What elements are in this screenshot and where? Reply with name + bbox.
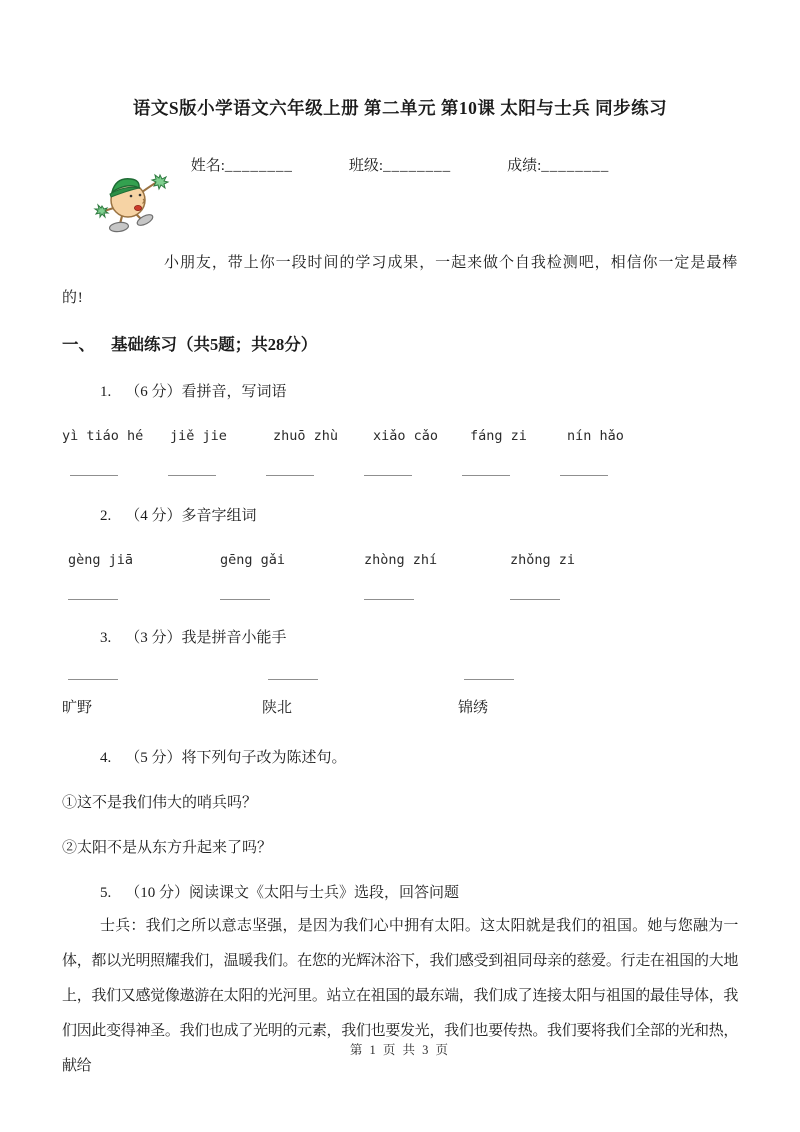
- reading-passage: 士兵：我们之所以意志坚强，是因为我们心中拥有太阳。这太阳就是我们的祖国。她与您融为一体，都以光明照耀我们，温暖我们。在您的光辉沐浴下，我们感受到祖同母亲的慈爱。行走在祖国的大地上，我们又感觉像遨游在太阳的光河里。站立在祖国的最东端，我们成了连接太阳与祖国的最佳导体，我们因此变得神圣。我们也成了光明的元素，我们也要发光，我们也要传热。我们要将我们全部的光和热，献给: [62, 918, 738, 1074]
- answer-blank: [70, 460, 118, 476]
- question-5-number: 5.: [100, 885, 112, 901]
- intro-text: 小朋友，带上你一段时间的学习成果，一起来做个自我检测吧，相信你一定是最棒的!: [62, 255, 738, 306]
- question-5: [100, 883, 738, 903]
- question-4-number: 4.: [100, 750, 112, 766]
- pinyin-item: gēng gǎi: [220, 552, 286, 568]
- question-4-sentence-1: ①这不是我们伟大的哨兵吗？: [62, 795, 258, 811]
- section-heading: [62, 332, 738, 358]
- answer-blank: [68, 664, 118, 680]
- word-item: 锦绣: [458, 700, 489, 716]
- question-4-text: （5 分）将下列句子改为陈述句。: [125, 750, 347, 766]
- pinyin-item: zhòng zhí: [364, 552, 438, 568]
- answer-blank: [364, 584, 414, 600]
- walking-boy-cartoon-illustration: [90, 168, 182, 236]
- document-title: 语文S版小学语文六年级上册 第二单元 第10课 太阳与士兵 同步练习: [132, 98, 668, 118]
- question-2: [100, 506, 738, 526]
- answer-blank: [168, 460, 216, 476]
- pinyin-item: yì tiáo hé: [62, 428, 144, 444]
- question-3-text: （3 分）我是拼音小能手: [125, 630, 287, 646]
- answer-blank: [68, 584, 118, 600]
- question-5-text: （10 分）阅读课文《太阳与士兵》选段，回答问题: [125, 885, 460, 901]
- class-label: 班级:: [348, 158, 384, 174]
- answer-blank: [510, 584, 560, 600]
- answer-blank: [266, 460, 314, 476]
- question-3: [100, 628, 738, 648]
- question-3-number: 3.: [100, 630, 112, 646]
- answer-blank: [462, 460, 510, 476]
- question-1-text: （6 分）看拼音，写词语: [125, 384, 287, 400]
- pinyin-item: fáng zi: [470, 428, 527, 444]
- question-3-words-row: [62, 698, 738, 718]
- answer-blank: [220, 584, 270, 600]
- name-blank-line: ________: [224, 158, 293, 174]
- pinyin-item: gèng jiā: [68, 552, 134, 568]
- word-item: 陕北: [262, 700, 293, 716]
- question-2-number: 2.: [100, 508, 112, 524]
- pinyin-item: nín hǎo: [567, 428, 624, 444]
- pinyin-item: xiǎo cǎo: [373, 428, 439, 444]
- answer-blank: [268, 664, 318, 680]
- question-2-pinyin-row: [62, 550, 738, 570]
- score-blank-line: ________: [541, 158, 610, 174]
- pinyin-item: zhǒng zi: [510, 552, 576, 568]
- question-2-text: （4 分）多音字组词: [125, 508, 257, 524]
- answer-blank: [464, 664, 514, 680]
- question-1-pinyin-row: [62, 426, 738, 446]
- question-4-sentence-2: ②太阳不是从东方升起来了吗？: [62, 840, 273, 856]
- pinyin-item: zhuō zhù: [273, 428, 339, 444]
- pinyin-item: jiě jie: [170, 428, 227, 444]
- question-1: [100, 382, 738, 402]
- question-3-answer-blanks: [62, 664, 738, 682]
- section-title: 基础练习（共5题；共28分）: [111, 335, 318, 354]
- answer-blank: [560, 460, 608, 476]
- class-field: [349, 156, 451, 176]
- boy-cartoon-icon: [90, 168, 182, 236]
- question-2-answer-blanks: [62, 584, 738, 602]
- name-field: [191, 156, 293, 176]
- question-1-number: 1.: [100, 384, 112, 400]
- question-1-answer-blanks: [62, 460, 738, 478]
- name-label: 姓名:: [190, 158, 225, 174]
- answer-blank: [364, 460, 412, 476]
- section-number: 一、: [62, 335, 95, 354]
- question-4: [100, 748, 738, 768]
- word-item: 旷野: [62, 700, 93, 716]
- class-blank-line: ________: [383, 158, 452, 174]
- score-label: 成绩:: [507, 158, 542, 174]
- score-field: [507, 156, 609, 176]
- page-number-footer: 第 1 页 共 3 页: [349, 1043, 451, 1057]
